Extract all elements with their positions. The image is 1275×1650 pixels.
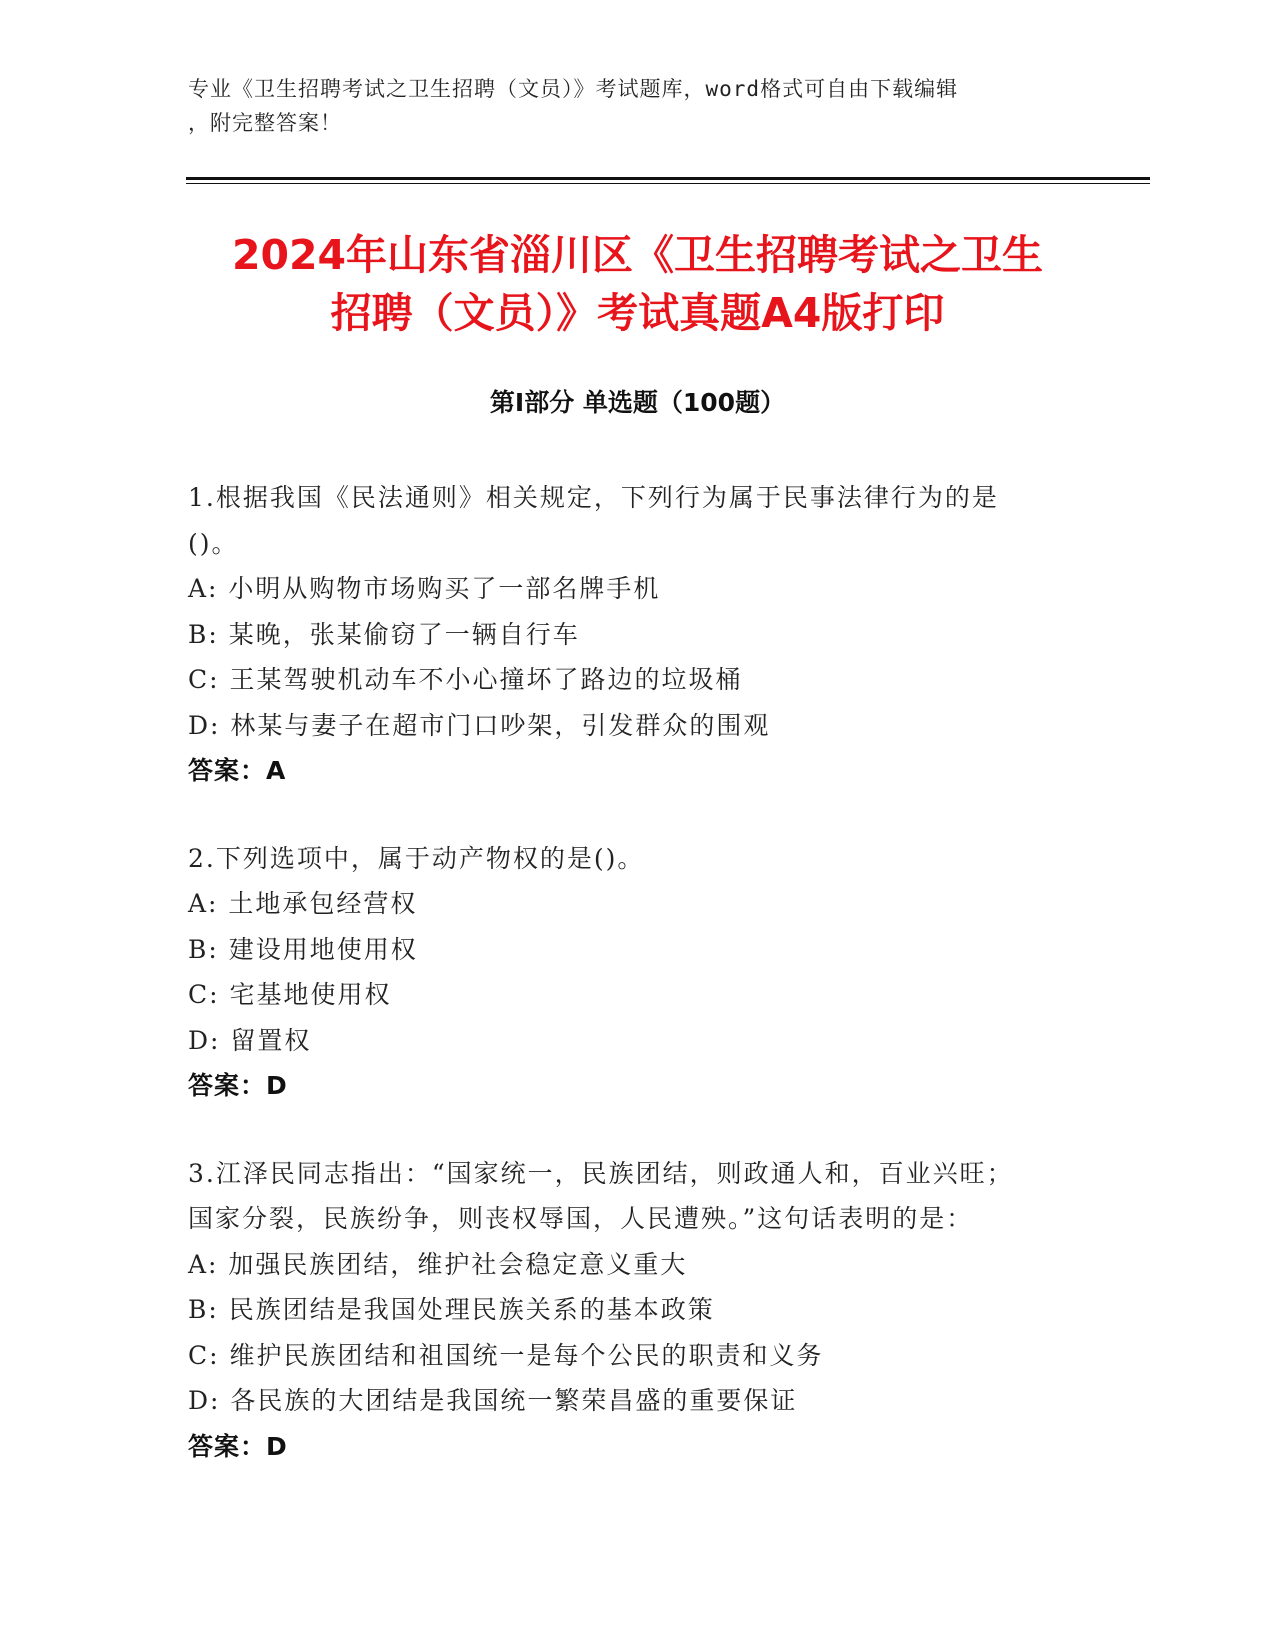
question-3 [188,1151,1088,1470]
question-stem-line: 1.根据我国《民法通则》相关规定，下列行为属于民事法律行为的是 [188,483,999,512]
document-title-line-1: 2024年山东省淄川区《卫生招聘考试之卫生 [231,231,1044,279]
option-c: C: 维护民族团结和祖国统一是每个公民的职责和义务 [188,1340,824,1370]
option-a: A: 加强民族团结，维护社会稳定意义重大 [188,1249,688,1279]
option-b: B: 民族团结是我国处理民族关系的基本政策 [188,1295,715,1324]
header-note [188,72,1088,140]
answer-label: 答案：A [188,756,287,785]
option-c: C: 王某驾驶机动车不小心撞坏了路边的垃圾桶 [188,665,743,694]
option-a: A: 小明从购物市场购买了一部名牌手机 [188,574,661,603]
document-title-line-2: 招聘（文员）》考试真题A4版打印 [330,289,945,337]
section-heading: 第I部分 单选题（100题） [489,388,786,417]
question-stem-line: 2.下列选项中，属于动产物权的是()。 [188,843,645,873]
option-c: C: 宅基地使用权 [188,980,392,1009]
header-note-line-2: ，附完整答案！ [188,111,342,135]
option-d: D: 各民族的大团结是我国统一繁荣昌盛的重要保证 [188,1386,798,1415]
question-stem-line: ()。 [188,528,239,558]
document-title [150,226,1125,342]
header-divider-thick [186,177,1150,180]
header-note-line-1: 专业《卫生招聘考试之卫生招聘（文员）》考试题库，word格式可自由下载编辑 [188,77,959,101]
option-d: D: 留置权 [188,1025,312,1055]
question-1 [188,475,1088,794]
header-divider-thin [186,183,1150,184]
option-d: D: 林某与妻子在超市门口吵架，引发群众的围观 [188,710,771,740]
answer-label: 答案：D [188,1071,288,1100]
option-b: B: 某晚，张某偷窃了一辆自行车 [188,619,580,649]
answer-label: 答案：D [188,1431,288,1461]
question-list [188,475,1088,1511]
question-stem-line: 3.江泽民同志指出：“国家统一，民族团结，则政通人和，百业兴旺； [188,1158,1014,1188]
question-2 [188,836,1088,1109]
option-a: A: 土地承包经营权 [188,889,418,918]
option-b: B: 建设用地使用权 [188,934,418,964]
question-stem-line: 国家分裂，民族纷争，则丧权辱国，人民遭殃。”这句话表明的是： [188,1204,974,1233]
